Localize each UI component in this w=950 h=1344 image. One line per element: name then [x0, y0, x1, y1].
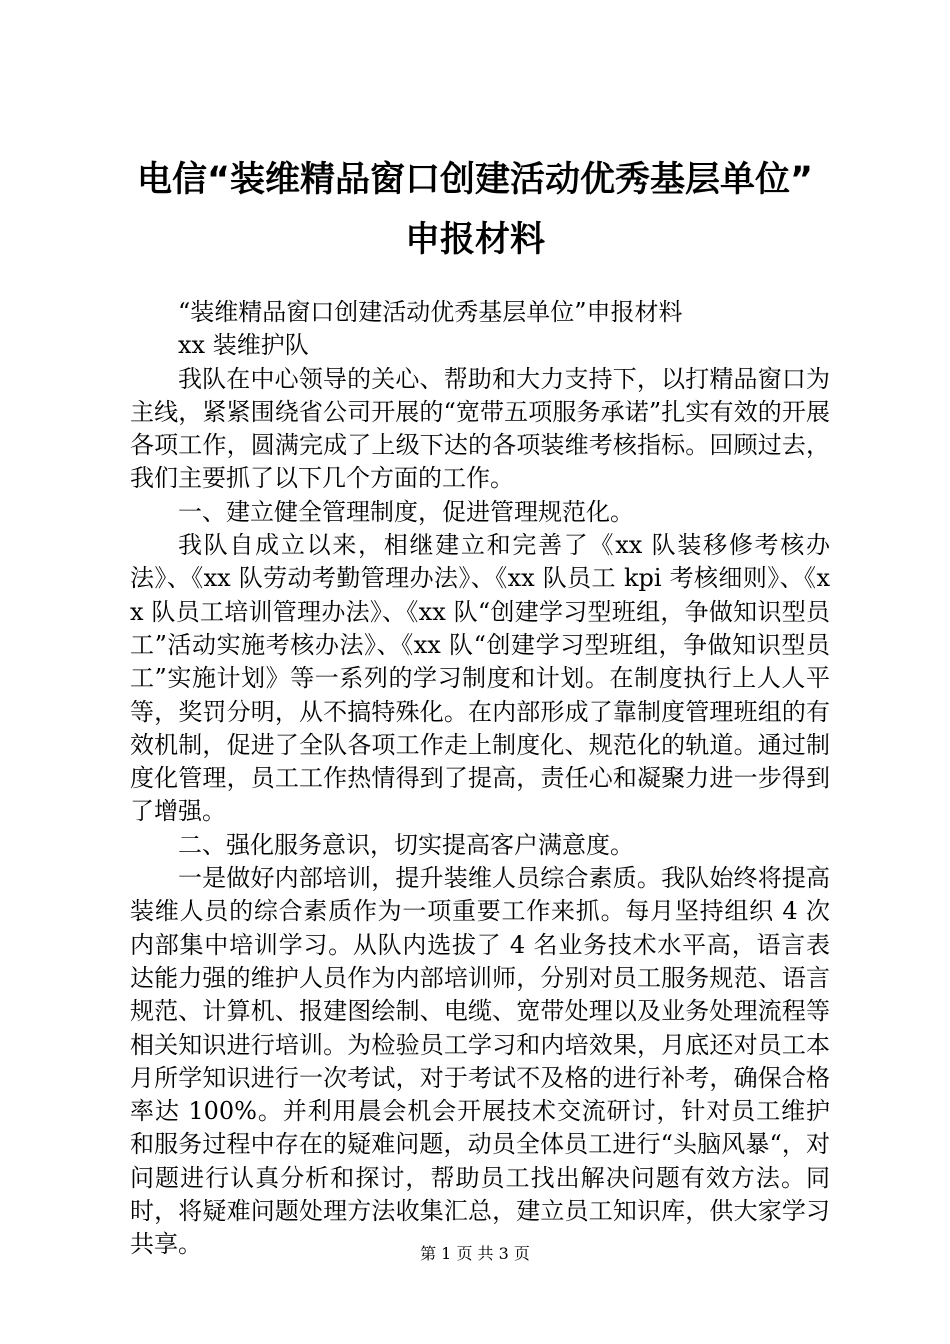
section-heading-1: 一、建立健全管理制度，促进管理规范化。: [178, 497, 634, 526]
paragraph-intro: 我队在中心领导的关心、帮助和大力支持下，以打精品窗口为主线，紧紧围绕省公司开展的“宽带五项服务承诺”扎实有效的开展各项工作，圆满完成了上级下达的各项装维考核指标。回顾过去，我们主要抓了以下几个方面的工作。: [130, 364, 830, 493]
document-body: [130, 296, 830, 1262]
page-footer: 第 1 页 共 3 页: [420, 1244, 530, 1263]
paragraph-unit-name: xx 装维护队: [178, 331, 309, 360]
paragraph-section-1: 我队自成立以来，相继建立和完善了《xx 队装移修考核办法》、《xx 队劳动考勤管理办法》、《xx 队员工 kpi 考核细则》、《xx 队员工培训管理办法》、《xx 队“创建学习型班组，争做知识型员工”活动实施考核办法》、《xx 队“创建学习型班组，争做知识型员工”实施计划》等一系列的学习制度和计划。在制度执行上人人平等，奖罚分明，从不搞特殊化。在内部形成了靠制度管理班组的有效机制，促进了全队各项工作走上制度化、规范化的轨道。通过制度化管理，员工工作热情得到了提高，责任心和凝聚力进一步得到了增强。: [130, 531, 830, 826]
paragraph-subtitle: “装维精品窗口创建活动优秀基层单位”申报材料: [178, 298, 683, 326]
document-title-line-1: 电信“装维精品窗口创建活动优秀基层单位”: [136, 160, 813, 200]
document-title-line-2: 申报材料: [404, 220, 545, 260]
section-heading-2: 二、强化服务意识，切实提高客户满意度。: [178, 830, 634, 859]
paragraph-section-2: 一是做好内部培训，提升装维人员综合素质。我队始终将提高装维人员的综合素质作为一项重要工作来抓。每月坚持组织 4 次内部集中培训学习。从队内选拔了 4 名业务技术水平高，语言表达能力强的维护人员作为内部培训师，分别对员工服务规范、语言规范、计算机、报建图绘制、电缆、宽带处理以及业务处理流程等相关知识进行培训。为检验员工学习和内培效果，月底还对员工本月所学知识进行一次考试，对于考试不及格的进行补考，确保合格率达 100%。并利用晨会机会开展技术交流研讨，针对员工维护和服务过程中存在的疑难问题，动员全体员工进行“头脑风暴“，对问题进行认真分析和探讨，帮助员工找出解决问题有效方法。同时，将疑难问题处理方法收集汇总，建立员工知识库，供大家学习共享。: [130, 864, 830, 1259]
